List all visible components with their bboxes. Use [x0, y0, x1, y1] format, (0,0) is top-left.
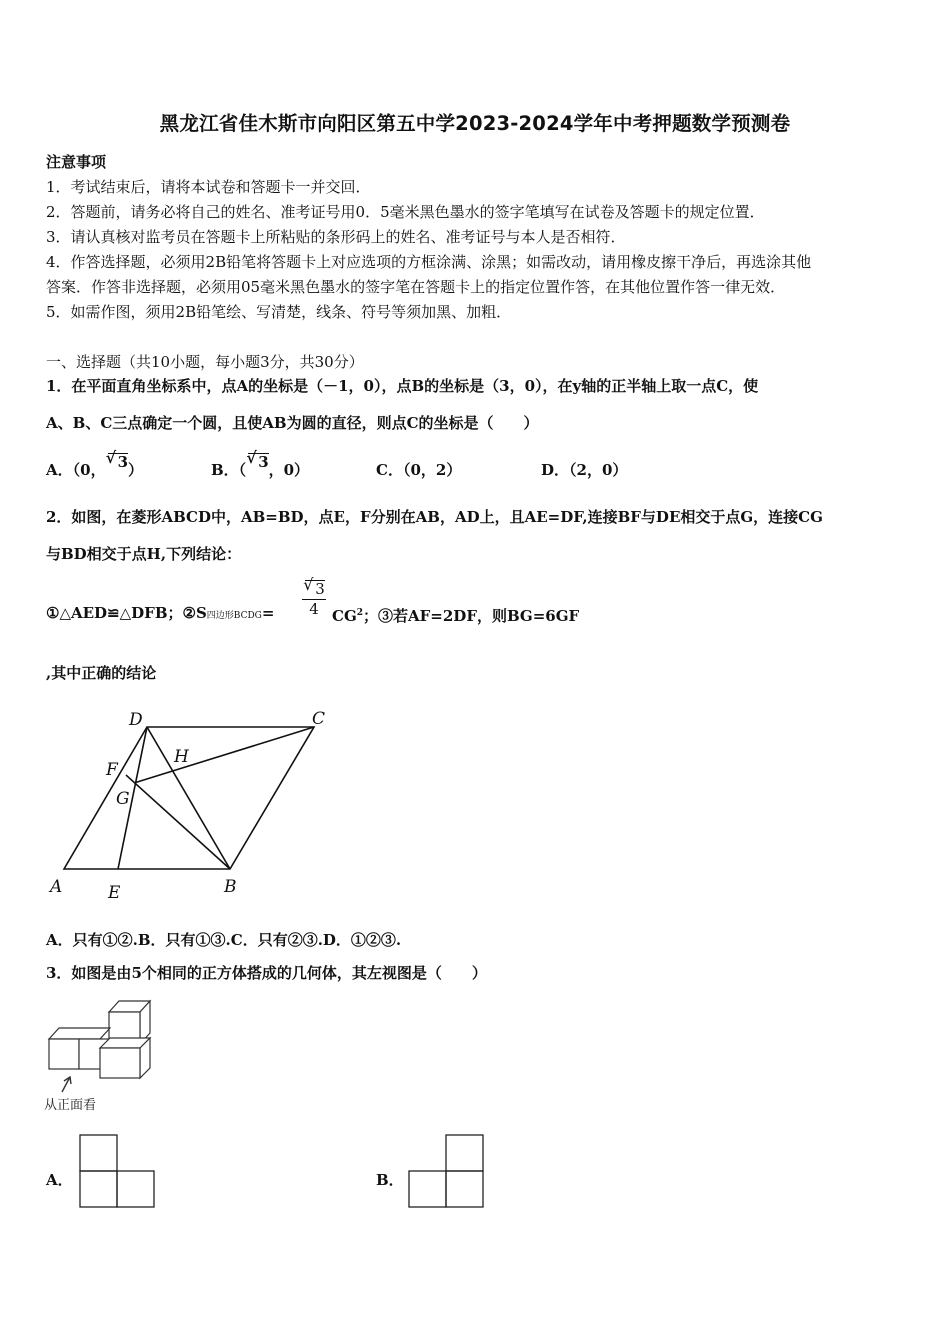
q1-option-a — [46, 453, 144, 480]
q1-option-a-radicand: 3 — [117, 453, 129, 471]
notice-heading: 注意事项 — [46, 153, 107, 171]
q2-line2: 与BD相交于点H,下列结论： — [46, 545, 242, 563]
label-g: G — [116, 789, 130, 809]
q3-option-b-figure — [407, 1133, 487, 1209]
cube-stack-figure — [40, 995, 170, 1120]
q2-cg-exponent: 2 — [356, 608, 364, 618]
cube-front-face — [100, 1048, 140, 1078]
label-h: H — [174, 747, 189, 767]
view-square — [80, 1171, 117, 1207]
label-d: D — [129, 710, 143, 730]
page-title: 黑龙江省佳木斯市向阳区第五中学2023-2024学年中考押题数学预测卷 — [159, 112, 791, 135]
cube-front-face — [49, 1039, 79, 1069]
q1-option-b-radicand: 3 — [258, 453, 269, 471]
label-c: C — [312, 709, 326, 729]
q2-fraction — [302, 580, 326, 618]
sqrt-symbol — [248, 453, 268, 470]
q2-equals: = — [261, 604, 275, 622]
notice-item-5: 5．如需作图，须用2B铅笔绘、写清楚，线条、符号等须加黑、加粗． — [46, 303, 512, 321]
label-f: F — [106, 760, 118, 780]
label-e: E — [108, 883, 121, 903]
notice-item-1: 1．考试结束后，请将本试卷和答题卡一并交回． — [46, 178, 371, 196]
sqrt-symbol — [108, 453, 128, 470]
q1-option-d: D．（2，0） — [541, 461, 628, 479]
view-square — [80, 1135, 117, 1171]
q2-fraction-denominator: 4 — [309, 600, 319, 618]
rhombus-diagram — [40, 700, 340, 905]
view-direction-label: 从正面看 — [44, 1098, 97, 1113]
q2-conclusion-3: ；③若AF=2DF，则BG=6GF — [363, 607, 580, 625]
segment-cg — [134, 727, 314, 783]
label-a: A — [50, 877, 63, 897]
q2-cg: CG — [332, 607, 357, 625]
q2-conclusions-rest — [332, 603, 579, 626]
segment-bf — [126, 775, 230, 869]
q1-line2: A、B、C三点确定一个圆，且使AB为圆的直径，则点C的坐标是（ ） — [46, 414, 539, 432]
q1-option-a-close: ） — [128, 461, 144, 479]
q1-option-c: C．（0，2） — [376, 461, 462, 479]
notice-item-2: 2．答题前，请务必将自己的姓名、准考证号用0．5毫米黑色墨水的签字笔填写在试卷及答题卡的规定位置． — [46, 203, 765, 221]
notice-item-4-cont: 答案．作答非选择题，必须用05毫米黑色墨水的签字笔在答题卡上的指定位置作答，在其他位置作答一律无效． — [46, 278, 786, 296]
sqrt-symbol — [305, 580, 325, 597]
view-square — [446, 1135, 483, 1171]
view-square — [409, 1171, 446, 1207]
q2-conclusions — [46, 603, 274, 626]
q1-option-b — [211, 453, 310, 480]
q1-option-b-text: B．（ — [211, 461, 247, 479]
q2-line4: ,其中正确的结论 — [46, 664, 157, 682]
q2-area-subscript: 四边形BCDG — [206, 611, 262, 621]
label-b: B — [224, 877, 237, 897]
q2-line1: 2．如图，在菱形ABCD中，AB=BD，点E，F分别在AB，AD上，且AE=DF,连接BF与DE相交于点G，连接CG — [46, 508, 823, 526]
notice-item-4: 4．作答选择题，必须用2B铅笔将答题卡上对应选项的方框涂满、涂黑；如需改动，请用橡皮擦干净后，再选涂其他 — [46, 253, 812, 271]
q1-line1: 1．在平面直角坐标系中，点A的坐标是（－1，0），点B的坐标是（3，0），在y轴的正半轴上取一点C，使 — [46, 377, 759, 395]
q3-option-a-label: A． — [46, 1171, 73, 1189]
cube-top-face — [49, 1028, 110, 1039]
section-heading: 一、选择题（共10小题，每小题3分，共30分） — [46, 353, 364, 371]
q3-line1: 3．如图是由5个相同的正方体搭成的几何体，其左视图是（ ） — [46, 964, 487, 982]
q3-option-b-label: B． — [376, 1171, 404, 1189]
q2-options: A．只有①②.B．只有①③.C．只有②③.D．①②③. — [46, 931, 402, 949]
view-square — [446, 1171, 483, 1207]
q1-option-b-close: ，0） — [268, 461, 310, 479]
q3-option-a-figure — [78, 1133, 158, 1209]
q2-fraction-numerator: 3 — [315, 580, 325, 598]
notice-item-3: 3．请认真核对监考员在答题卡上所粘贴的条形码上的姓名、准考证号与本人是否相符． — [46, 228, 626, 246]
view-square — [117, 1171, 154, 1207]
q2-conclusion-1: ①△AED≌△DFB；②S — [46, 604, 207, 622]
q1-option-a-text: A．（0， — [46, 461, 106, 479]
